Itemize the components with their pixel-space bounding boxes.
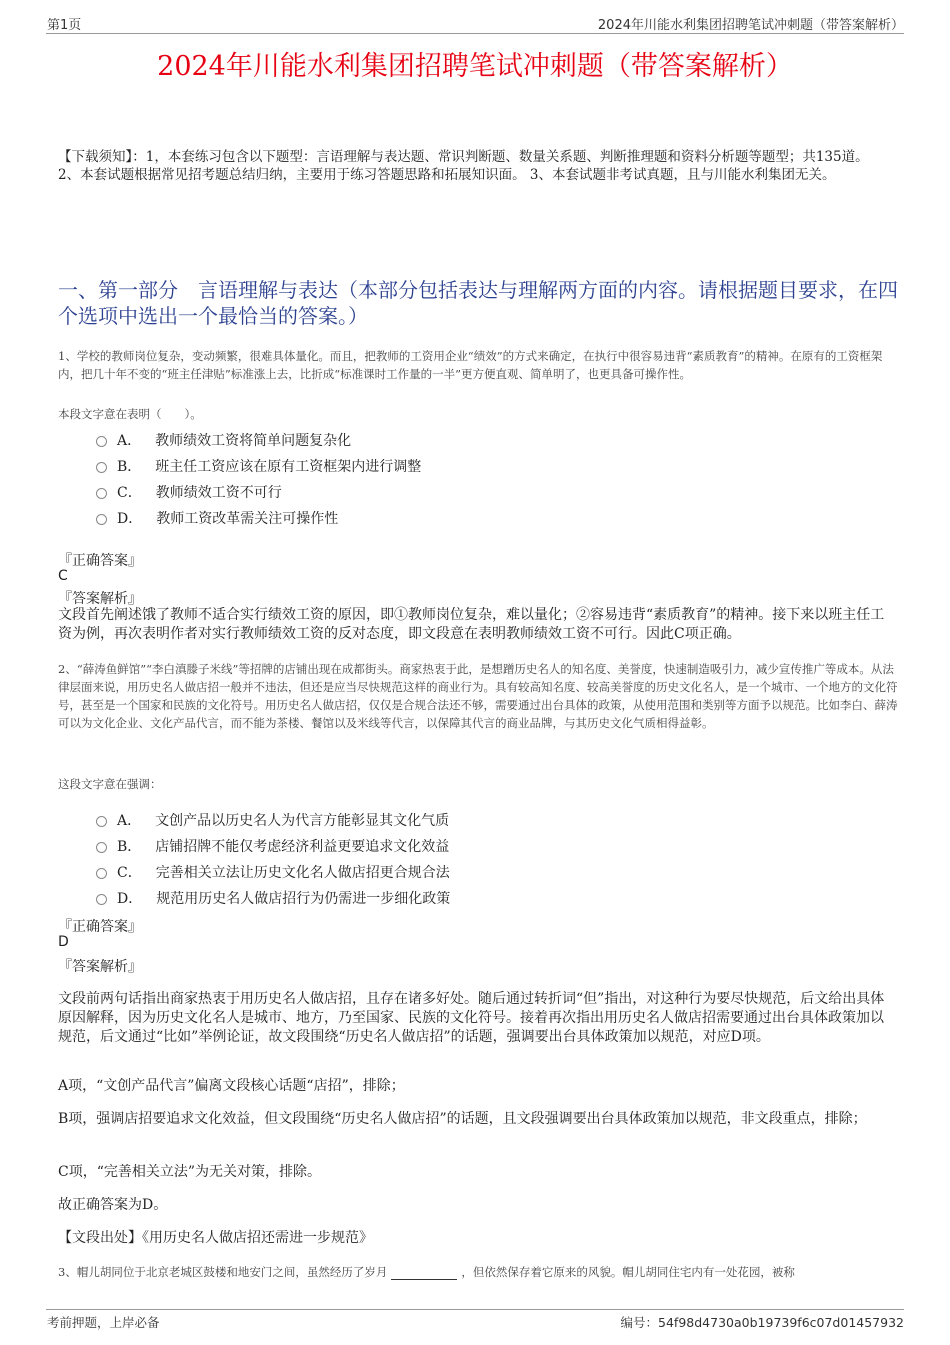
question-2-prompt: 这段文字意在强调： bbox=[58, 777, 162, 791]
document-title: 2024年川能水利集团招聘笔试冲刺题（带答案解析） bbox=[157, 51, 793, 82]
radio-icon[interactable] bbox=[96, 436, 107, 447]
footer-code: 编号：54f98d4730a0b19739f6c07d01457932 bbox=[620, 1315, 904, 1330]
question-3-text: 3、帽儿胡同位于北京老城区鼓楼和地安门之间，虽然经历了岁月 ，但依然保存着它原来的风貌。帽儿胡同住宅内有一处花园，被称 bbox=[58, 1265, 795, 1279]
question-2-text: 2、“薛涛鱼鲜馆”“李白滇滕子米线”等招牌的店铺出现在成都街头。商家热衷于此，是想蹭历史名人的知名度、美誉度，快速制造吸引力，减少宣传推广等成本。从法律层面来说，用历史名人做店招一般并不违法，但还是应当尽快规范这样的商业行为。具有较高知名度、较高美誉度的历史文化名人，是一个城市、一个地方的文化符号，甚至是一个国家和民族的文化符号。用历史名人做店招，仅仅是合规合法还不够，需要通过出台具体的政策，从使用范围和类别等方面予以规范。比如李白、薛涛可以为文化企业、文化产品代言，而不能为茶楼、餐馆以及米线等代言，以保障其代言的商业品牌，与其历史文化气质相得益彰。 bbox=[58, 662, 898, 730]
question-2-analysis: 文段前两句话指出商家热衷于用历史名人做店招，且存在诸多好处。随后通过转折词“但”指出，对这种行为要尽快规范，后文给出具体原因解释，因为历史文化名人是城市、地方，乃至国家、民族的文化符号。接着再次指出用历史名人做店招需要通过出台具体政策加以规范，后文通过“比如”举例论证，故文段围绕“历史名人做店招”的话题，强调要出台具体政策加以规范，对应D项。 bbox=[58, 991, 885, 1045]
radio-icon[interactable] bbox=[96, 462, 107, 473]
radio-icon[interactable] bbox=[96, 868, 107, 879]
fill-blank bbox=[391, 1279, 457, 1280]
radio-icon[interactable] bbox=[96, 514, 107, 525]
question-2-answer-label: 『正确答案』 bbox=[58, 919, 142, 935]
header-divider bbox=[46, 33, 904, 34]
question-2-note-b: B项，强调店招要追求文化效益，但文段围绕“历史名人做店招”的话题，且文段强调要出台具体政策加以规范，非文段重点，排除； bbox=[58, 1111, 867, 1127]
header-title: 2024年川能水利集团招聘笔试冲刺题（带答案解析） bbox=[597, 18, 904, 33]
question-2-answer: D bbox=[58, 934, 69, 950]
question-2-analysis-label: 『答案解析』 bbox=[58, 959, 142, 975]
question-1-option-b[interactable]: B． 班主任工资应该在原有工资框架内进行调整 bbox=[96, 456, 421, 476]
page-number: 第1页 bbox=[47, 18, 82, 33]
question-1-option-a[interactable]: A． 教师绩效工资将简单问题复杂化 bbox=[96, 430, 351, 450]
question-1-answer-label: 『正确答案』 bbox=[58, 553, 142, 569]
question-2-source: 【文段出处】《用历史名人做店招还需进一步规范》 bbox=[58, 1230, 373, 1246]
question-2-note-c: C项，“完善相关立法”为无关对策，排除。 bbox=[58, 1164, 322, 1180]
footer-divider bbox=[46, 1309, 904, 1310]
section-heading: 一、第一部分 言语理解与表达（本部分包括表达与理解两方面的内容。请根据题目要求，在四个选项中选出一个最恰当的答案。） bbox=[58, 278, 898, 328]
question-1-answer: C bbox=[58, 568, 68, 584]
question-2-option-d[interactable]: D． 规范用历史名人做店招行为仍需进一步细化政策 bbox=[96, 888, 450, 908]
question-1-text: 1、学校的教师岗位复杂，变动频繁，很难具体量化。而且，把教师的工资用企业“绩效”的方式来确定，在执行中很容易违背“素质教育”的精神。在原有的工资框架内，把几十年不变的“班主任津贴”标准涨上去，比折成“标准课时工作量的一半”更方便直观、简单明了，也更具备可操作性。 bbox=[58, 349, 883, 381]
question-1-prompt: 本段文字意在表明（ ）。 bbox=[58, 407, 202, 421]
question-2-conclusion: 故正确答案为D。 bbox=[58, 1197, 168, 1213]
radio-icon[interactable] bbox=[96, 842, 107, 853]
radio-icon[interactable] bbox=[96, 894, 107, 905]
question-1-analysis: 文段首先阐述饿了教师不适合实行绩效工资的原因，即①教师岗位复杂，难以量化；②容易违背“素质教育”的精神。接下来以班主任工资为例，再次表明作者对实行教师绩效工资的反对态度，即文段意在表明教师绩效工资不可行。因此C项正确。 bbox=[58, 607, 885, 642]
radio-icon[interactable] bbox=[96, 816, 107, 827]
radio-icon[interactable] bbox=[96, 488, 107, 499]
question-1-option-c[interactable]: C． 教师绩效工资不可行 bbox=[96, 482, 282, 502]
download-notice: 【下载须知】：1，本套练习包含以下题型：言语理解与表达题、常识判断题、数量关系题、判断推理题和资料分析题等题型；共135道。 2、本套试题根据常见招考题总结归纳，主要用于练习答题思路和拓展知识面。 3、本套试题非考试真题，且与川能水利集团无关。 bbox=[58, 149, 869, 183]
question-2-note-a: A项，“文创产品代言”偏离文段核心话题“店招”，排除； bbox=[58, 1078, 405, 1094]
question-2-option-b[interactable]: B． 店铺招牌不能仅考虑经济利益更要追求文化效益 bbox=[96, 836, 449, 856]
question-1-option-d[interactable]: D． 教师工资改革需关注可操作性 bbox=[96, 508, 338, 528]
footer-slogan: 考前押题，上岸必备 bbox=[47, 1315, 160, 1330]
question-1-analysis-label: 『答案解析』 bbox=[58, 591, 142, 607]
question-2-option-a[interactable]: A． 文创产品以历史名人为代言方能彰显其文化气质 bbox=[96, 810, 449, 830]
question-2-option-c[interactable]: C． 完善相关立法让历史文化名人做店招更合规合法 bbox=[96, 862, 450, 882]
